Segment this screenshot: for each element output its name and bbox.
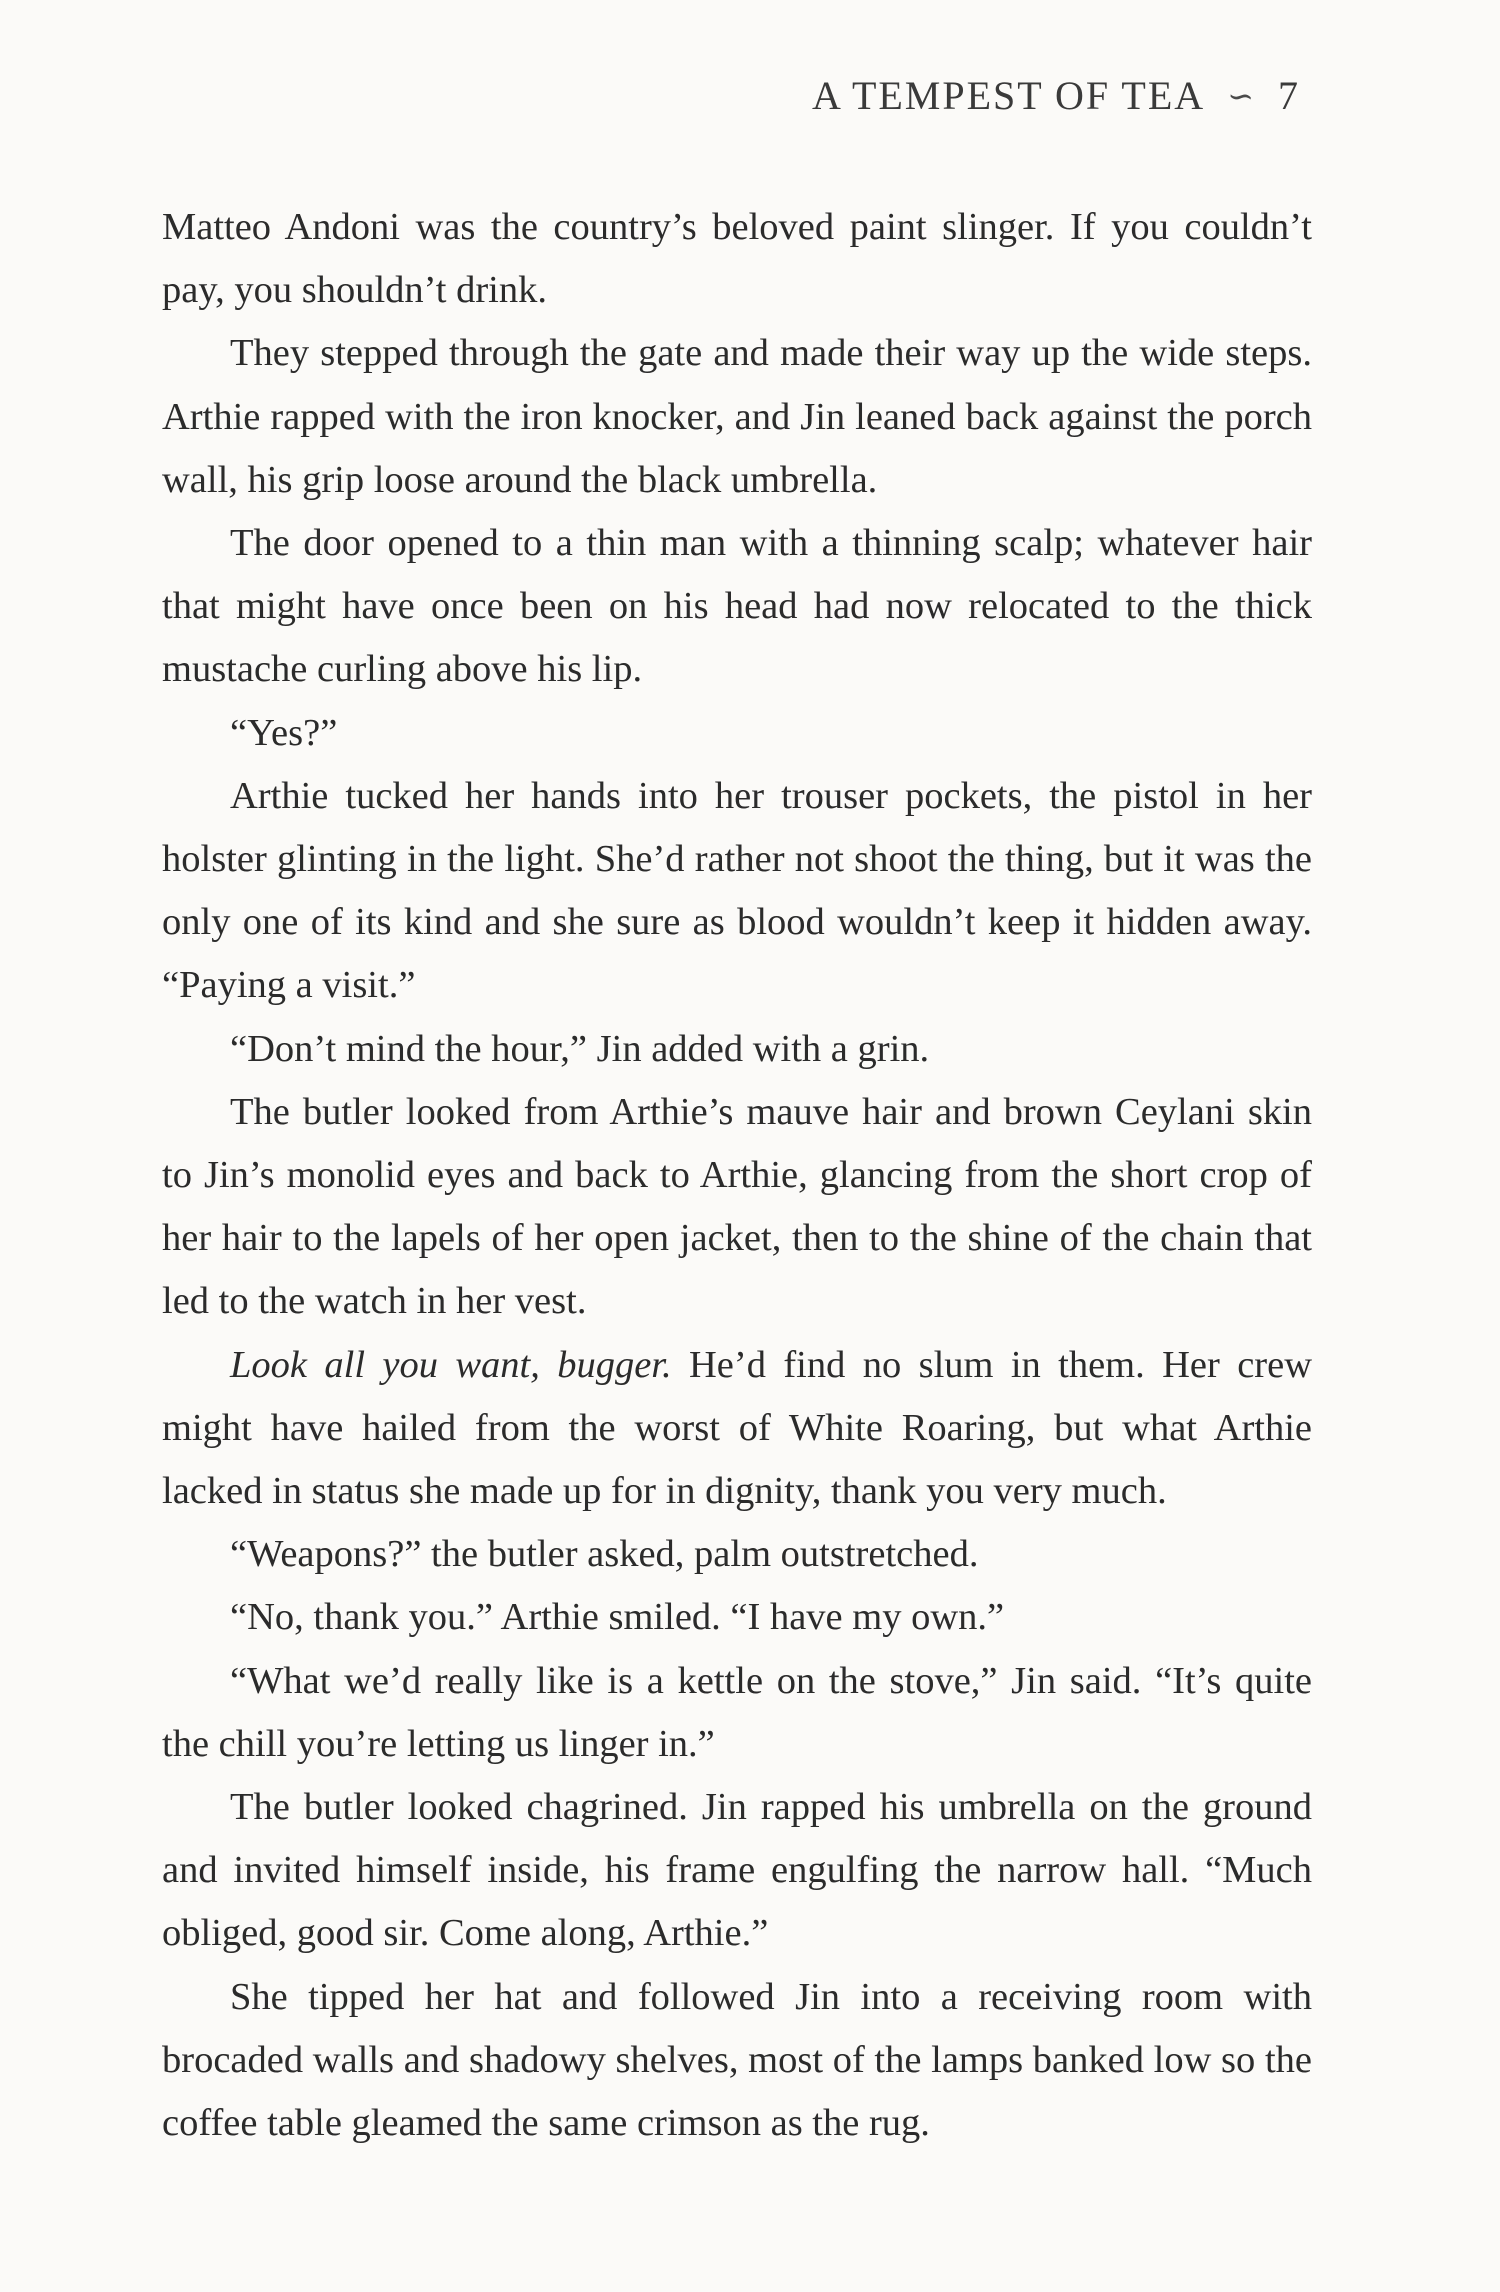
italic-thought: Look all you want, bugger. xyxy=(230,1343,672,1386)
paragraph xyxy=(162,1334,1312,1524)
paragraph: “No, thank you.” Arthie smiled. “I have my own.” xyxy=(230,1596,1005,1639)
paragraph: “What we’d really like is a kettle on the stove,” Jin said. “It’s quite the chill you’re letting us linger in.” xyxy=(162,1659,1312,1765)
paragraph: The door opened to a thin man with a thinning scalp; whatever hair that might have once been on his head had now relocated to the thick mustache curling above his lip. xyxy=(162,522,1312,691)
paragraph: “Weapons?” the butler asked, palm outstretched. xyxy=(230,1533,979,1576)
running-header xyxy=(812,72,1300,119)
paragraph: She tipped her hat and followed Jin into a receiving room with brocaded walls and shadowy shelves, most of the lamps banked low so the coffee table gleamed the same crimson as the rug. xyxy=(162,1975,1312,2145)
paragraph: Arthie tucked her hands into her trouser pockets, the pistol in her holster glinting in the light. She’d rather not shoot the thing, but it was the only one of its kind and she sure as blood wouldn’t keep it hidden away. “Paying a visit.” xyxy=(162,774,1312,1007)
paragraph-text: He’d find no slum in them. Her crew might have hailed from the worst of White Roaring, but what Arthie lacked in status she made up for in dignity, thank you very much. xyxy=(162,1343,1312,1513)
body-text xyxy=(162,196,1312,2155)
paragraph: “Yes?” xyxy=(230,711,338,754)
page-number: 7 xyxy=(1278,73,1300,118)
book-title: A TEMPEST OF TEA xyxy=(811,73,1206,118)
ornament-icon: ∽ xyxy=(1227,77,1256,114)
paragraph: Matteo Andoni was the country’s beloved paint slinger. If you couldn’t pay, you shouldn’t drink. xyxy=(162,206,1312,312)
paragraph: The butler looked chagrined. Jin rapped his umbrella on the ground and invited himself inside, his frame engulfing the narrow hall. “Much obliged, good sir. Come along, Arthie.” xyxy=(162,1786,1312,1955)
paragraph: They stepped through the gate and made their way up the wide steps. Arthie rapped with the iron knocker, and Jin leaned back against the porch wall, his grip loose around the black umbrella. xyxy=(162,332,1312,501)
paragraph: “Don’t mind the hour,” Jin added with a grin. xyxy=(230,1027,930,1070)
paragraph: The butler looked from Arthie’s mauve hair and brown Ceylani skin to Jin’s monolid eyes and back to Arthie, glancing from the short crop of her hair to the lapels of her open jacket, then to the shine of the chain that led to the watch in her vest. xyxy=(162,1090,1312,1323)
